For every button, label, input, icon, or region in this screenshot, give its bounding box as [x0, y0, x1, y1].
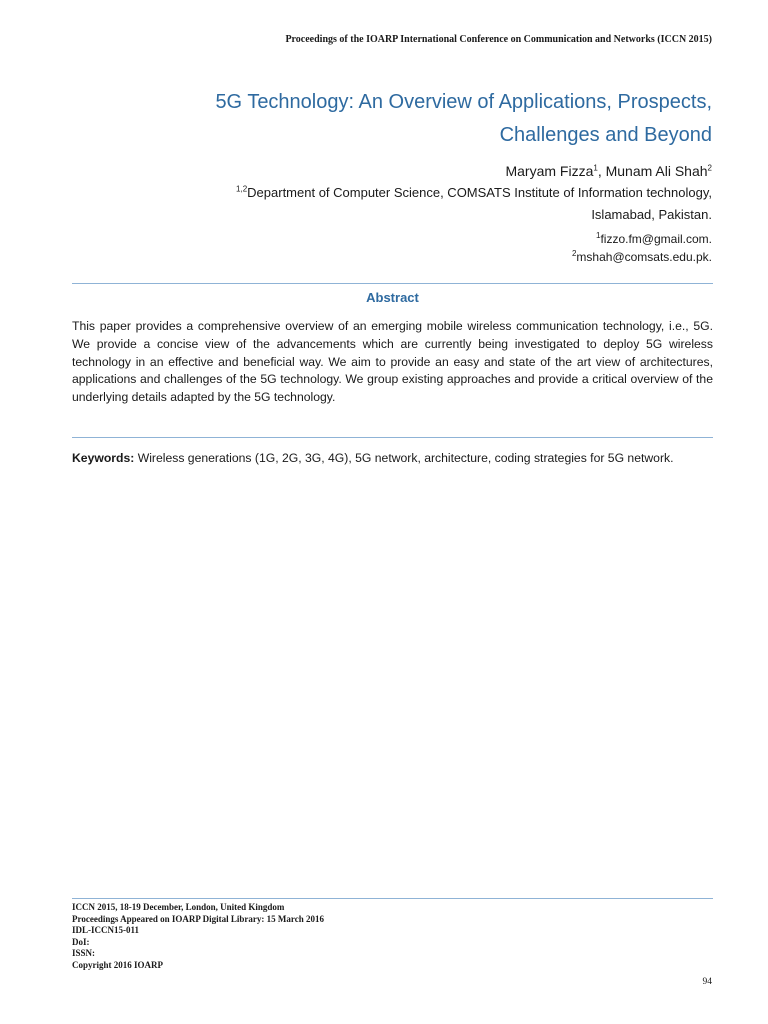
paper-title: [92, 86, 712, 152]
footer-info: [72, 902, 572, 971]
affiliation-sup: 1,2: [236, 184, 248, 194]
footer-issn: ISSN:: [72, 948, 96, 958]
footer-divider: [72, 898, 713, 899]
email-2-sup: 2: [571, 249, 577, 258]
footer-library: Proceedings Appeared on IOARP Digital Library: 15 March 2016: [72, 913, 324, 924]
author-names: [52, 160, 712, 182]
author-1-sup: 1: [593, 163, 598, 173]
author-2: Munam Ali Shah: [605, 163, 708, 179]
author-2-sup: 2: [707, 163, 712, 173]
abstract-bottom-divider: [72, 437, 713, 438]
footer-copyright: Copyright 2016 IOARP: [72, 959, 164, 970]
author-1: Maryam Fizza: [505, 163, 594, 179]
email-1-address[interactable]: fizzo.fm@gmail.com.: [600, 232, 712, 246]
affiliation: [52, 182, 712, 226]
footer-conference: ICCN 2015, 18-19 December, London, United Kingdom: [72, 902, 285, 912]
affiliation-line-2: Islamabad, Pakistan.: [591, 207, 712, 222]
paper-title-line-2: Challenges and Beyond: [499, 124, 712, 146]
abstract-text: This paper provides a comprehensive overview of an emerging mobile wireless communication technology, i.e., 5G. We provide a concise view of the advancements which are currently being investigated to deploy 5G wireless technology in an effective and beneficial way. We aim to provide an easy and state of the art view of architectures, applications and challenges of the 5G technology. We group existing approaches and provide a critical overview of the underlying details adapted by the 5G technology.: [72, 319, 713, 405]
affiliation-line-1: Department of Computer Science, COMSATS Institute of Information technology,: [247, 185, 712, 200]
page-number: 94: [702, 977, 712, 987]
email-2[interactable]: [52, 248, 712, 266]
abstract-top-divider: [72, 283, 713, 284]
running-header: Proceedings of the IOARP International Conference on Communication and Networks (ICCN 2015): [285, 34, 712, 45]
email-1[interactable]: [52, 230, 712, 248]
author-block: [52, 160, 712, 266]
paper-title-line-1: 5G Technology: An Overview of Applications, Prospects,: [215, 91, 712, 113]
footer-paper-id: IDL-ICCN15-011: [72, 925, 140, 935]
author-separator: ,: [597, 163, 606, 179]
keywords-label: Keywords:: [72, 451, 135, 465]
footer-doi: DoI:: [72, 936, 90, 947]
keywords-text: Wireless generations (1G, 2G, 3G, 4G), 5G network, architecture, coding strategies for 5G network.: [134, 451, 674, 465]
abstract-heading: Abstract: [366, 290, 419, 305]
keywords: [72, 449, 713, 467]
email-2-address[interactable]: mshah@comsats.edu.pk.: [576, 250, 712, 264]
email-1-sup: 1: [596, 231, 601, 240]
